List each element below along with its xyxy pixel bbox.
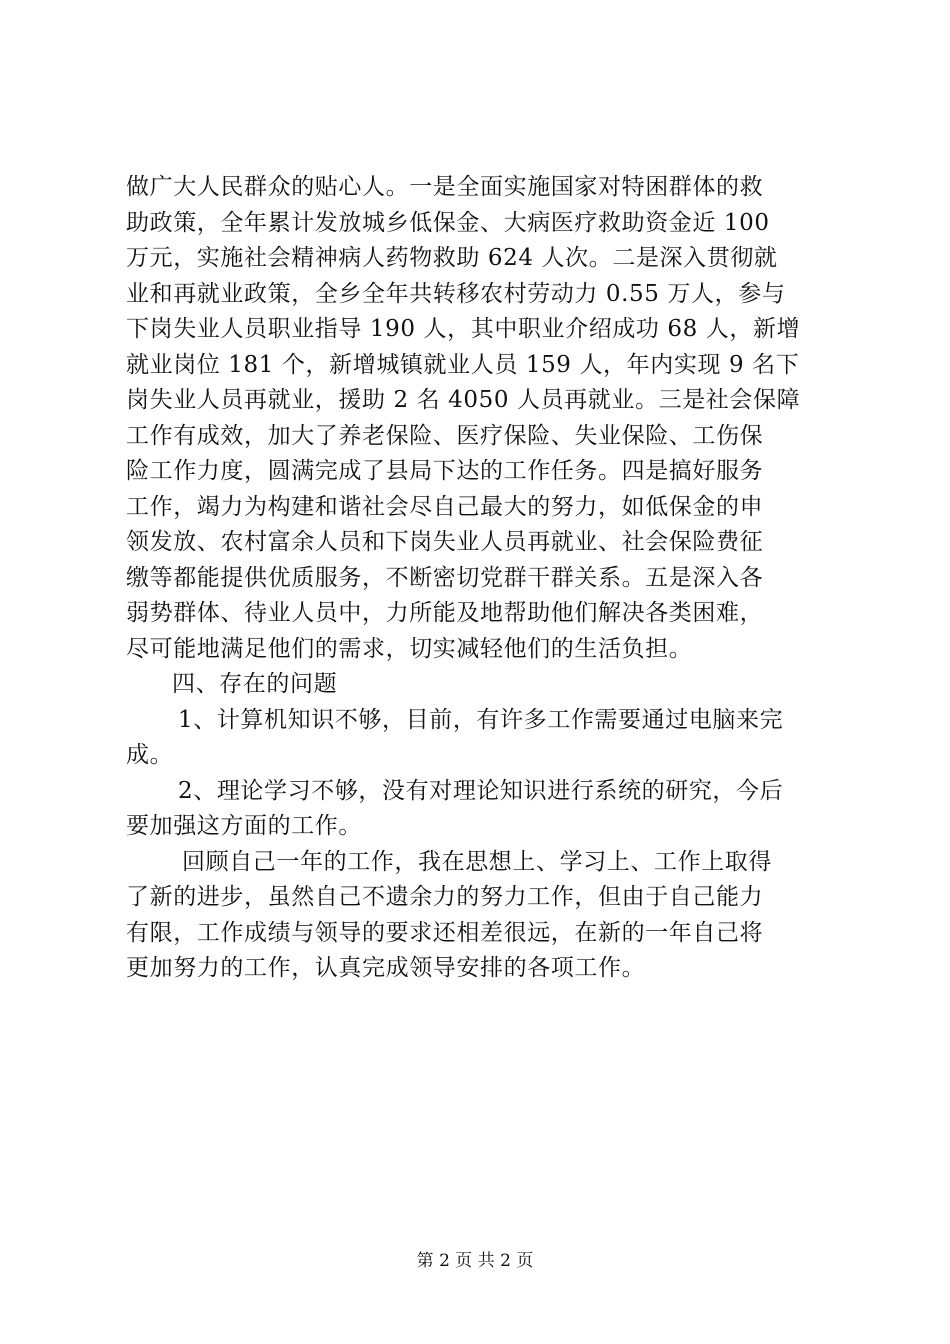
list-item-continuation: 成。 — [126, 742, 174, 768]
list-item-continuation: 要加强这方面的工作。 — [126, 813, 362, 839]
conclusion-line: 回顾自己一年的工作，我在思想上、学习上、工作上取得 — [182, 848, 772, 875]
conclusion-line: 了新的进步，虽然自己不遗余力的努力工作，但由于自己能力 — [126, 884, 764, 910]
body-line: 岗失业人员再就业，援助 2 名 4050 人员再就业。三是社会保障 — [126, 387, 801, 413]
conclusion-line: 更加努力的工作，认真完成领导安排的各项工作。 — [126, 955, 646, 981]
body-line: 尽可能地满足他们的需求，切实减轻他们的生活负担。 — [126, 635, 693, 662]
document-body — [126, 170, 836, 987]
list-item: 1、计算机知识不够，目前，有许多工作需要通过电脑来完 — [178, 706, 784, 733]
body-line: 就业岗位 181 个，新增城镇就业人员 159 人，年内实现 9 名下 — [126, 351, 800, 378]
body-line: 领发放、农村富余人员和下岗失业人员再就业、社会保险费征 — [126, 529, 764, 555]
body-line: 工作，竭力为构建和谐社会尽自己最大的努力，如低保金的申 — [126, 493, 764, 520]
page-footer: 第 2 页 共 2 页 — [416, 1251, 534, 1271]
body-line: 工作有成效，加大了养老保险、医疗保险、失业保险、工伤保 — [126, 422, 764, 449]
section-heading: 四、存在的问题 — [172, 671, 338, 697]
body-line: 缴等都能提供优质服务，不断密切党群干群关系。五是深入各 — [126, 564, 764, 591]
body-line: 下岗失业人员职业指导 190 人，其中职业介绍成功 68 人，新增 — [126, 316, 801, 342]
body-line: 业和再就业政策，全乡全年共转移农村劳动力 0.55 万人，参与 — [126, 280, 786, 307]
body-line: 弱势群体、待业人员中，力所能及地帮助他们解决各类困难， — [126, 600, 764, 626]
body-line: 险工作力度，圆满完成了县局下达的工作任务。四是搞好服务 — [126, 458, 764, 484]
body-line: 助政策，全年累计发放城乡低保金、大病医疗救助资金近 100 — [126, 209, 770, 236]
body-line: 万元，实施社会精神病人药物救助 624 人次。二是深入贯彻就 — [126, 245, 778, 271]
list-item: 2、理论学习不够，没有对理论知识进行系统的研究，今后 — [178, 777, 784, 804]
body-line: 做广大人民群众的贴心人。一是全面实施国家对特困群体的救 — [126, 174, 764, 200]
conclusion-line: 有限，工作成绩与领导的要求还相差很远，在新的一年自己将 — [126, 919, 764, 946]
